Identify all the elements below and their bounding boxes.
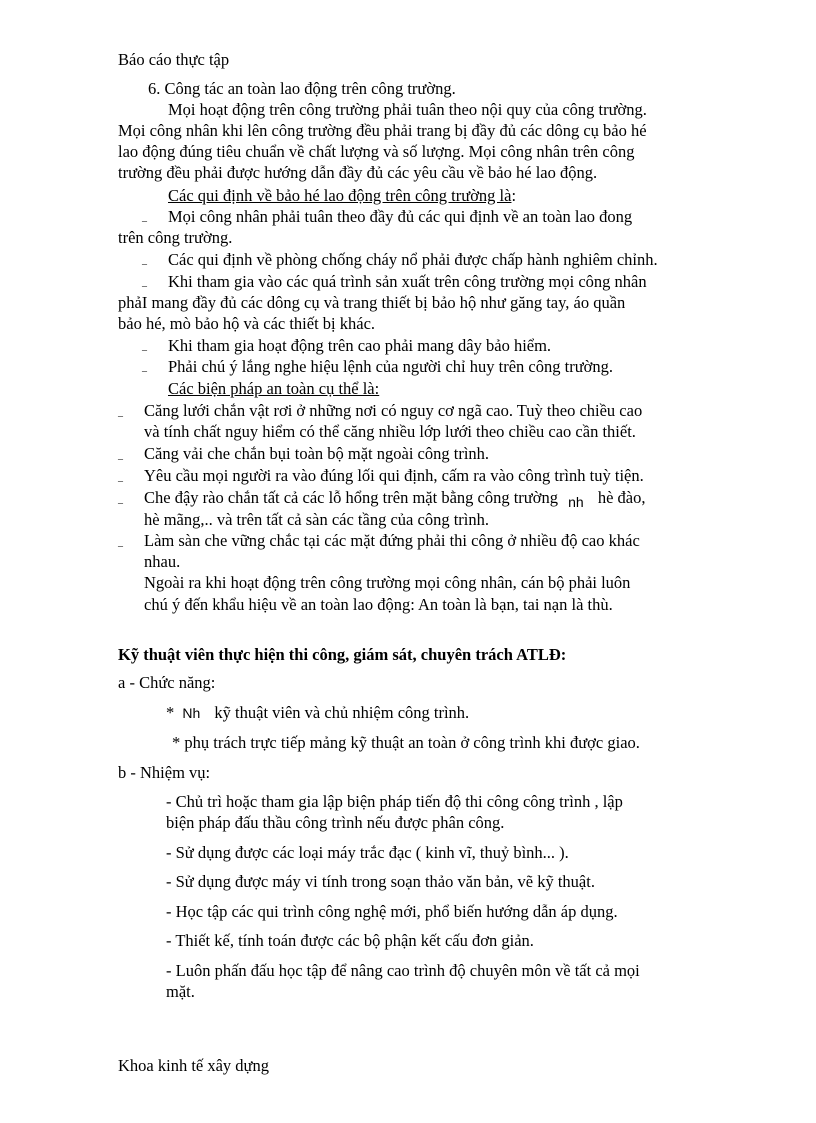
measure-text: hè đào, — [597, 488, 646, 507]
duties-label: b - Nhiệm vụ: — [118, 763, 211, 782]
bullet-dash: _ — [118, 537, 123, 548]
intro-line: Mọi hoạt động trên công trường phải tuân theo nội quy của công trường. — [168, 100, 647, 119]
measure-item-cont: hè mãng,.. và trên tất cả sàn các tầng của công trình. — [144, 510, 489, 529]
duty-item: - Sử dụng được máy vi tính trong soạn thảo văn bản, vẽ kỹ thuật. — [166, 872, 595, 891]
measure-item: Căng lưới chắn vật rơi ở những nơi có nguy cơ ngã cao. Tuỳ theo chiều cao — [144, 401, 643, 420]
rules-heading — [168, 186, 516, 206]
duty-item: - Luôn phấn đấu học tập để nâng cao trình độ chuyên môn về tất cả mọi — [166, 961, 640, 980]
measure-item: Căng vải che chắn bụi toàn bộ mặt ngoài công trình. — [144, 444, 490, 463]
measure-item — [144, 488, 645, 508]
bullet-dash: _ — [118, 450, 123, 461]
bullet-dash: _ — [142, 277, 147, 288]
measure-text: Che đậy rào chắn tất cả các lỗ hổng trên mặt bằng công trường — [144, 488, 558, 507]
bullet-dash: _ — [118, 472, 123, 483]
intro-line: lao động đúng tiêu chuẩn về chất lượng và số lượng. Mọi công nhân trên công — [118, 142, 635, 161]
rule-item-cont: phảI mang đầy đủ các dông cụ và trang thiết bị bảo hộ như găng tay, áo quần — [118, 293, 626, 312]
rule-item: Khi tham gia vào các quá trình sản xuất trên công trường mọi công nhân — [168, 272, 647, 291]
duty-item-cont: biện pháp đấu thầu công trình nếu được phân công. — [166, 813, 505, 832]
bullet-dash: _ — [142, 212, 147, 223]
closing-line: chú ý đến khẩu hiệu về an toàn lao động: An toàn là bạn, tai nạn là thù. — [144, 595, 613, 614]
measure-item-cont: nhau. — [144, 552, 181, 571]
rules-heading-colon: : — [511, 186, 517, 205]
tech-heading: Kỹ thuật viên thực hiện thi công, giám sát, chuyên trách ATLĐ: — [118, 645, 567, 664]
section-title: 6. Công tác an toàn lao động trên công trường. — [148, 79, 456, 98]
function-item: * phụ trách trực tiếp mảng kỹ thuật an toàn ở công trình khi được giao. — [172, 733, 640, 752]
rule-item-cont: trên công trường. — [118, 228, 233, 247]
intro-line: Mọi công nhân khi lên công trường đều phải trang bị đầy đủ các dông cụ bảo hé — [118, 121, 647, 140]
page-header: Báo cáo thực tập — [118, 50, 230, 69]
closing-line: Ngoài ra khi hoạt động trên công trường mọi công nhân, cán bộ phải luôn — [144, 573, 631, 592]
rule-item: Phải chú ý lắng nghe hiệu lệnh của người chỉ huy trên công trường. — [168, 357, 613, 376]
duty-item: - Thiết kế, tính toán được các bộ phận kết cấu đơn giản. — [166, 931, 534, 950]
nh-fragment: Nh — [182, 705, 201, 721]
rule-item: Mọi công nhân phải tuân theo đầy đủ các qui định về an toàn lao đong — [168, 207, 633, 226]
bullet-dash: _ — [142, 341, 147, 352]
star-bullet: * — [166, 703, 175, 722]
measure-item-cont: và tính chất nguy hiểm có thể căng nhiều lớp lưới theo chiều cao cần thiết. — [144, 422, 636, 441]
rule-item: Khi tham gia hoạt động trên cao phải mang dây bảo hiểm. — [168, 336, 552, 355]
rules-heading-text: Các qui định về bảo hé lao động trên công trường là — [168, 186, 512, 205]
bullet-dash: _ — [142, 255, 147, 266]
duty-item: - Chủ trì hoặc tham gia lập biện pháp tiến độ thi công công trình , lập — [166, 792, 623, 811]
function-text: kỹ thuật viên và chủ nhiệm công trình. — [214, 703, 470, 722]
page-footer: Khoa kinh tế xây dựng — [118, 1056, 269, 1075]
nh-fragment: nh — [568, 494, 584, 510]
duty-item: - Học tập các qui trình công nghệ mới, phổ biến hướng dẫn áp dụng. — [166, 902, 618, 921]
rule-item: Các qui định về phòng chống cháy nổ phải được chấp hành nghiêm chỉnh. — [168, 250, 658, 269]
function-item — [166, 703, 469, 723]
bullet-dash: _ — [118, 407, 123, 418]
bullet-dash: _ — [142, 362, 147, 373]
bullet-dash: _ — [118, 494, 123, 505]
measure-item: Làm sàn che vững chắc tại các mặt đứng phải thi công ở nhiều độ cao khác — [144, 531, 640, 550]
duty-item: - Sử dụng được các loại máy trắc đạc ( kinh vĩ, thuỷ bình... ). — [166, 843, 569, 862]
function-label: a - Chức năng: — [118, 673, 216, 692]
rule-item-cont: bảo hé, mò bảo hộ và các thiết bị khác. — [118, 314, 376, 333]
measures-heading: Các biện pháp an toàn cụ thể là: — [168, 379, 380, 398]
measure-item: Yêu cầu mọi người ra vào đúng lối qui định, cấm ra vào công trình tuỳ tiện. — [144, 466, 644, 485]
duty-item-cont: mặt. — [166, 982, 195, 1001]
intro-line: trường đều phải được hướng dẫn đầy đủ các yêu cầu về bảo hé lao động. — [118, 163, 598, 182]
